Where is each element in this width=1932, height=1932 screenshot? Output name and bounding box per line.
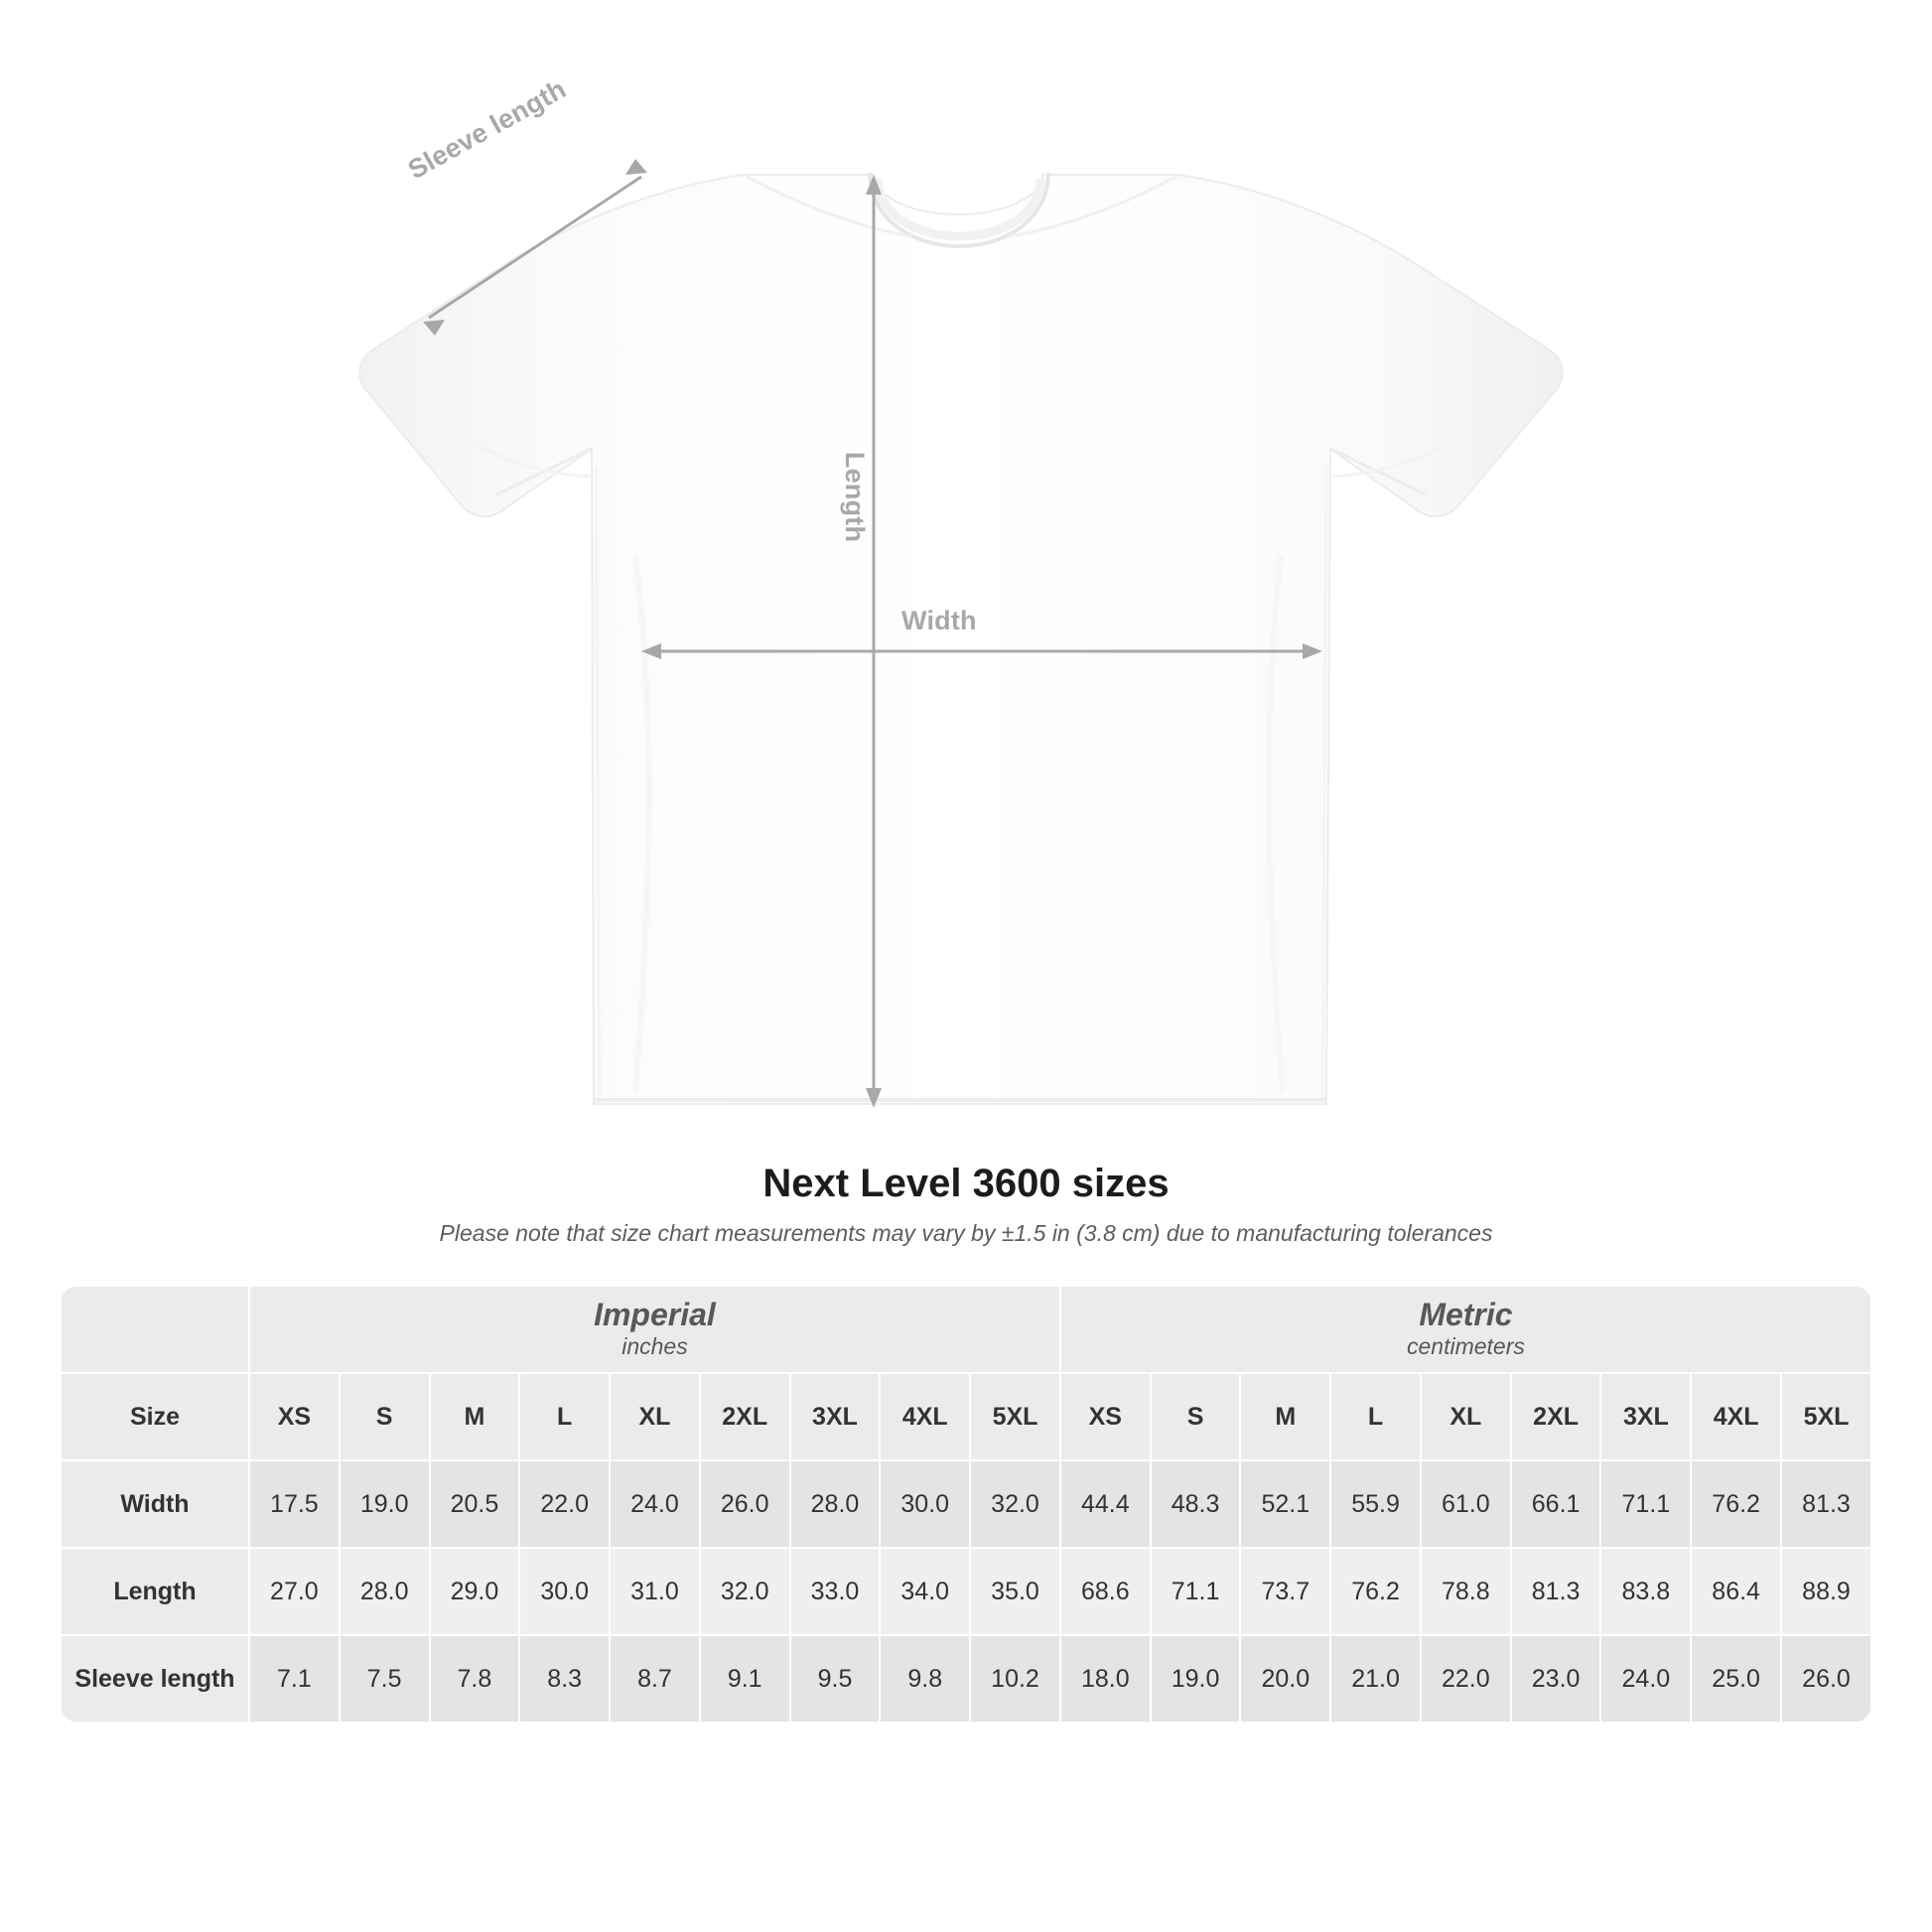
- sleeve-xl-cm: 22.0: [1421, 1635, 1511, 1723]
- size-header-3xl-imperial: 3XL: [790, 1373, 881, 1460]
- unit-group-imperial-sub: inches: [621, 1333, 688, 1360]
- sleeve-s-cm: 19.0: [1151, 1635, 1241, 1723]
- size-header-4xl-imperial: 4XL: [880, 1373, 970, 1460]
- title-block: [0, 1162, 1932, 1247]
- width-l-cm: 55.9: [1330, 1460, 1421, 1548]
- sleeve-length-label: Sleeve length: [403, 73, 572, 186]
- width-xs-cm: 44.4: [1060, 1460, 1151, 1548]
- sleeve-5xl-cm: 26.0: [1781, 1635, 1871, 1723]
- unit-header-row: [61, 1286, 1871, 1373]
- length-l-cm: 76.2: [1330, 1548, 1421, 1635]
- size-header-4xl-metric: 4XL: [1691, 1373, 1781, 1460]
- size-header-l-metric: L: [1330, 1373, 1421, 1460]
- sleeve-xl-in: 8.7: [610, 1635, 700, 1723]
- unit-group-imperial: [249, 1286, 1060, 1373]
- length-s-cm: 71.1: [1151, 1548, 1241, 1635]
- length-xl-in: 31.0: [610, 1548, 700, 1635]
- sleeve-2xl-cm: 23.0: [1511, 1635, 1601, 1723]
- size-header-l-imperial: L: [519, 1373, 610, 1460]
- length-label: Length: [840, 452, 870, 543]
- width-4xl-cm: 76.2: [1691, 1460, 1781, 1548]
- length-xs-cm: 68.6: [1060, 1548, 1151, 1635]
- sleeve-4xl-cm: 25.0: [1691, 1635, 1781, 1723]
- row-label-length: Length: [61, 1548, 249, 1635]
- width-s-cm: 48.3: [1151, 1460, 1241, 1548]
- sleeve-3xl-in: 9.5: [790, 1635, 881, 1723]
- sleeve-3xl-cm: 24.0: [1600, 1635, 1691, 1723]
- width-m-cm: 52.1: [1240, 1460, 1330, 1548]
- sleeve-m-in: 7.8: [430, 1635, 520, 1723]
- width-3xl-cm: 71.1: [1600, 1460, 1691, 1548]
- size-header-5xl-metric: 5XL: [1781, 1373, 1871, 1460]
- width-4xl-in: 30.0: [880, 1460, 970, 1548]
- size-header-m-metric: M: [1240, 1373, 1330, 1460]
- row-label-sleeve-length: Sleeve length: [61, 1635, 249, 1723]
- size-header-xl-imperial: XL: [610, 1373, 700, 1460]
- width-s-in: 19.0: [340, 1460, 430, 1548]
- width-label: Width: [901, 606, 977, 635]
- length-l-in: 30.0: [519, 1548, 610, 1635]
- length-s-in: 28.0: [340, 1548, 430, 1635]
- length-3xl-cm: 83.8: [1600, 1548, 1691, 1635]
- width-5xl-cm: 81.3: [1781, 1460, 1871, 1548]
- length-2xl-cm: 81.3: [1511, 1548, 1601, 1635]
- sleeve-s-in: 7.5: [340, 1635, 430, 1723]
- size-header-xl-metric: XL: [1421, 1373, 1511, 1460]
- size-header-m-imperial: M: [430, 1373, 520, 1460]
- length-5xl-in: 35.0: [970, 1548, 1060, 1635]
- length-5xl-cm: 88.9: [1781, 1548, 1871, 1635]
- shirt-body: [359, 175, 1563, 1104]
- length-2xl-in: 32.0: [700, 1548, 790, 1635]
- width-3xl-in: 28.0: [790, 1460, 881, 1548]
- table-row-length: [61, 1548, 1871, 1635]
- sleeve-l-in: 8.3: [519, 1635, 610, 1723]
- table-row-sleeve-length: [61, 1635, 1871, 1723]
- sleeve-5xl-in: 10.2: [970, 1635, 1060, 1723]
- sleeve-2xl-in: 9.1: [700, 1635, 790, 1723]
- sleeve-arrow-head-end: [625, 159, 647, 175]
- size-header-row: [61, 1373, 1871, 1460]
- width-5xl-in: 32.0: [970, 1460, 1060, 1548]
- row-label-width: Width: [61, 1460, 249, 1548]
- size-header-cell: Size: [61, 1373, 249, 1460]
- width-xl-cm: 61.0: [1421, 1460, 1511, 1548]
- size-table-body: [61, 1286, 1871, 1723]
- length-m-in: 29.0: [430, 1548, 520, 1635]
- table-row-width: [61, 1460, 1871, 1548]
- length-3xl-in: 33.0: [790, 1548, 881, 1635]
- length-4xl-cm: 86.4: [1691, 1548, 1781, 1635]
- size-header-s-metric: S: [1151, 1373, 1241, 1460]
- page-title: Next Level 3600 sizes: [762, 1162, 1170, 1205]
- sleeve-xs-cm: 18.0: [1060, 1635, 1151, 1723]
- size-header-2xl-imperial: 2XL: [700, 1373, 790, 1460]
- sleeve-xs-in: 7.1: [249, 1635, 340, 1723]
- size-header-xs-metric: XS: [1060, 1373, 1151, 1460]
- size-header-s-imperial: S: [340, 1373, 430, 1460]
- width-2xl-cm: 66.1: [1511, 1460, 1601, 1548]
- unit-group-metric: [1060, 1286, 1871, 1373]
- size-table-wrapper: [60, 1285, 1872, 1724]
- unit-row-corner: [61, 1286, 249, 1373]
- unit-group-imperial-name: Imperial: [594, 1296, 716, 1332]
- unit-group-metric-sub: centimeters: [1407, 1333, 1525, 1360]
- size-table: [60, 1285, 1872, 1724]
- sleeve-4xl-in: 9.8: [880, 1635, 970, 1723]
- size-header-xs-imperial: XS: [249, 1373, 340, 1460]
- length-m-cm: 73.7: [1240, 1548, 1330, 1635]
- size-header-2xl-metric: 2XL: [1511, 1373, 1601, 1460]
- unit-group-metric-name: Metric: [1419, 1296, 1513, 1332]
- sleeve-l-cm: 21.0: [1330, 1635, 1421, 1723]
- length-xs-in: 27.0: [249, 1548, 340, 1635]
- tolerance-note: Please note that size chart measurements may vary by ±1.5 in (3.8 cm) due to manufacturing tolerances: [439, 1220, 1493, 1246]
- width-m-in: 20.5: [430, 1460, 520, 1548]
- width-xs-in: 17.5: [249, 1460, 340, 1548]
- sleeve-m-cm: 20.0: [1240, 1635, 1330, 1723]
- width-l-in: 22.0: [519, 1460, 610, 1548]
- length-4xl-in: 34.0: [880, 1548, 970, 1635]
- width-xl-in: 24.0: [610, 1460, 700, 1548]
- size-header-5xl-imperial: 5XL: [970, 1373, 1060, 1460]
- length-xl-cm: 78.8: [1421, 1548, 1511, 1635]
- size-header-3xl-metric: 3XL: [1600, 1373, 1691, 1460]
- width-2xl-in: 26.0: [700, 1460, 790, 1548]
